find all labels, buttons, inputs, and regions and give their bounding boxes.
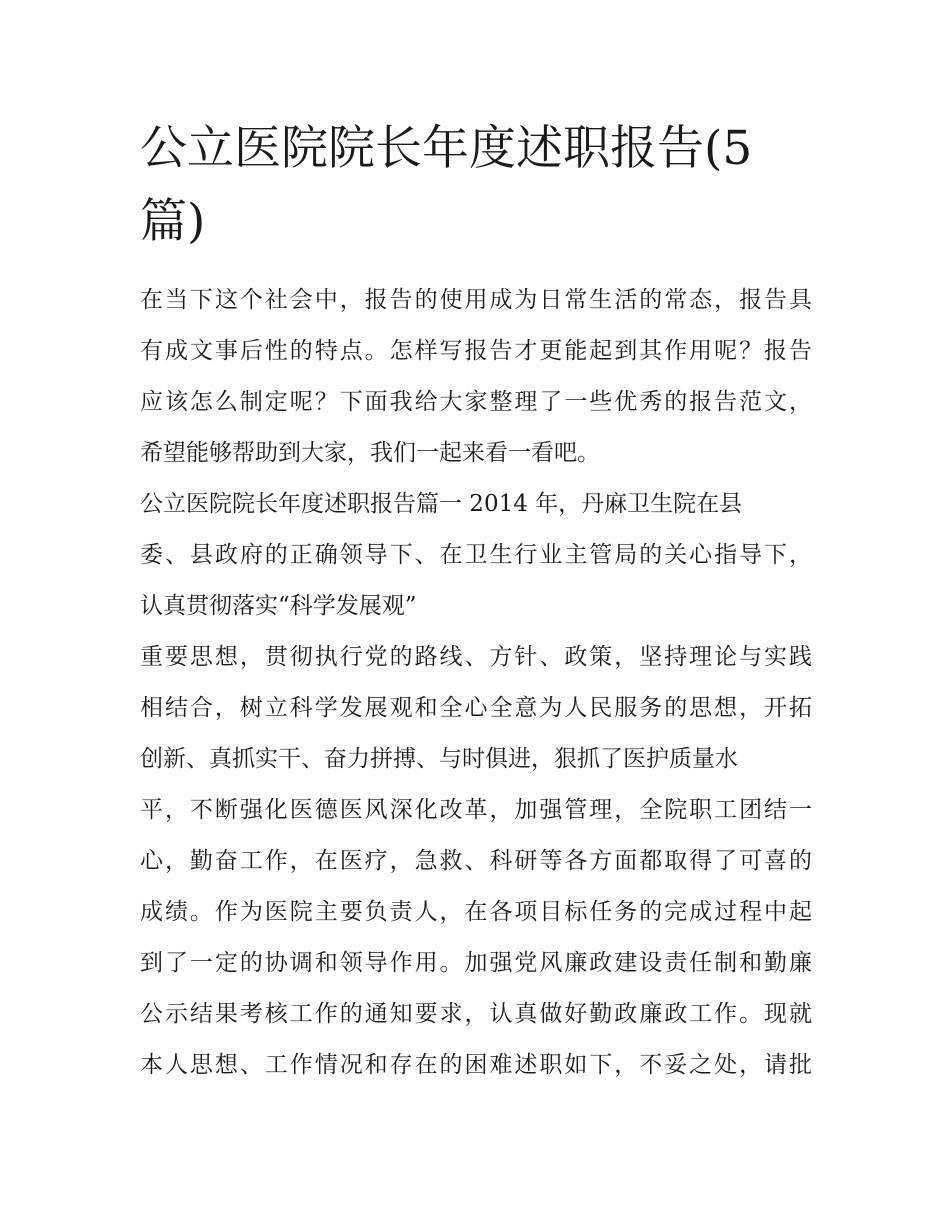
- document-body: [140, 275, 812, 1091]
- document-title: [140, 112, 812, 258]
- body-line: 公立医院院长年度述职报告篇一 2014 年，丹麻卫生院在县: [140, 491, 743, 517]
- body-line: 心，勤奋工作，在医疗，急救、科研等各方面都取得了可喜的: [140, 848, 812, 874]
- body-line: 到了一定的协调和领导作用。加强党风廉政建设责任制和勤廉: [140, 950, 812, 976]
- body-line: 委、县政府的正确领导下、在卫生行业主管局的关心指导下，: [140, 542, 812, 568]
- body-line: 成绩。作为医院主要负责人，在各项目标任务的完成过程中起: [140, 899, 812, 925]
- body-line: 公示结果考核工作的通知要求，认真做好勤政廉政工作。现就: [140, 1001, 812, 1027]
- body-line: 重要思想，贯彻执行党的路线、方针、政策，坚持理论与实践: [140, 644, 812, 670]
- body-line: 认真贯彻落实“科学发展观”: [140, 593, 417, 619]
- body-line: 本人思想、工作情况和存在的困难述职如下，不妥之处，请批: [140, 1052, 812, 1078]
- body-line: 有成文事后性的特点。怎样写报告才更能起到其作用呢？报告: [140, 338, 812, 364]
- body-line: 应该怎么制定呢？下面我给大家整理了一些优秀的报告范文，: [140, 389, 812, 415]
- body-line: 在当下这个社会中，报告的使用成为日常生活的常态，报告具: [140, 287, 812, 313]
- body-line: 平，不断强化医德医风深化改革，加强管理，全院职工团结一: [140, 797, 812, 823]
- body-line: 创新、真抓实干、奋力拼搏、与时俱进，狠抓了医护质量水: [140, 746, 738, 772]
- body-line: 希望能够帮助到大家，我们一起来看一看吧。: [140, 440, 600, 466]
- title-line-2: 篇): [140, 194, 206, 249]
- body-line: 相结合，树立科学发展观和全心全意为人民服务的思想，开拓: [140, 695, 812, 721]
- title-line-1: 公立医院院长年度述职报告(5: [140, 121, 753, 176]
